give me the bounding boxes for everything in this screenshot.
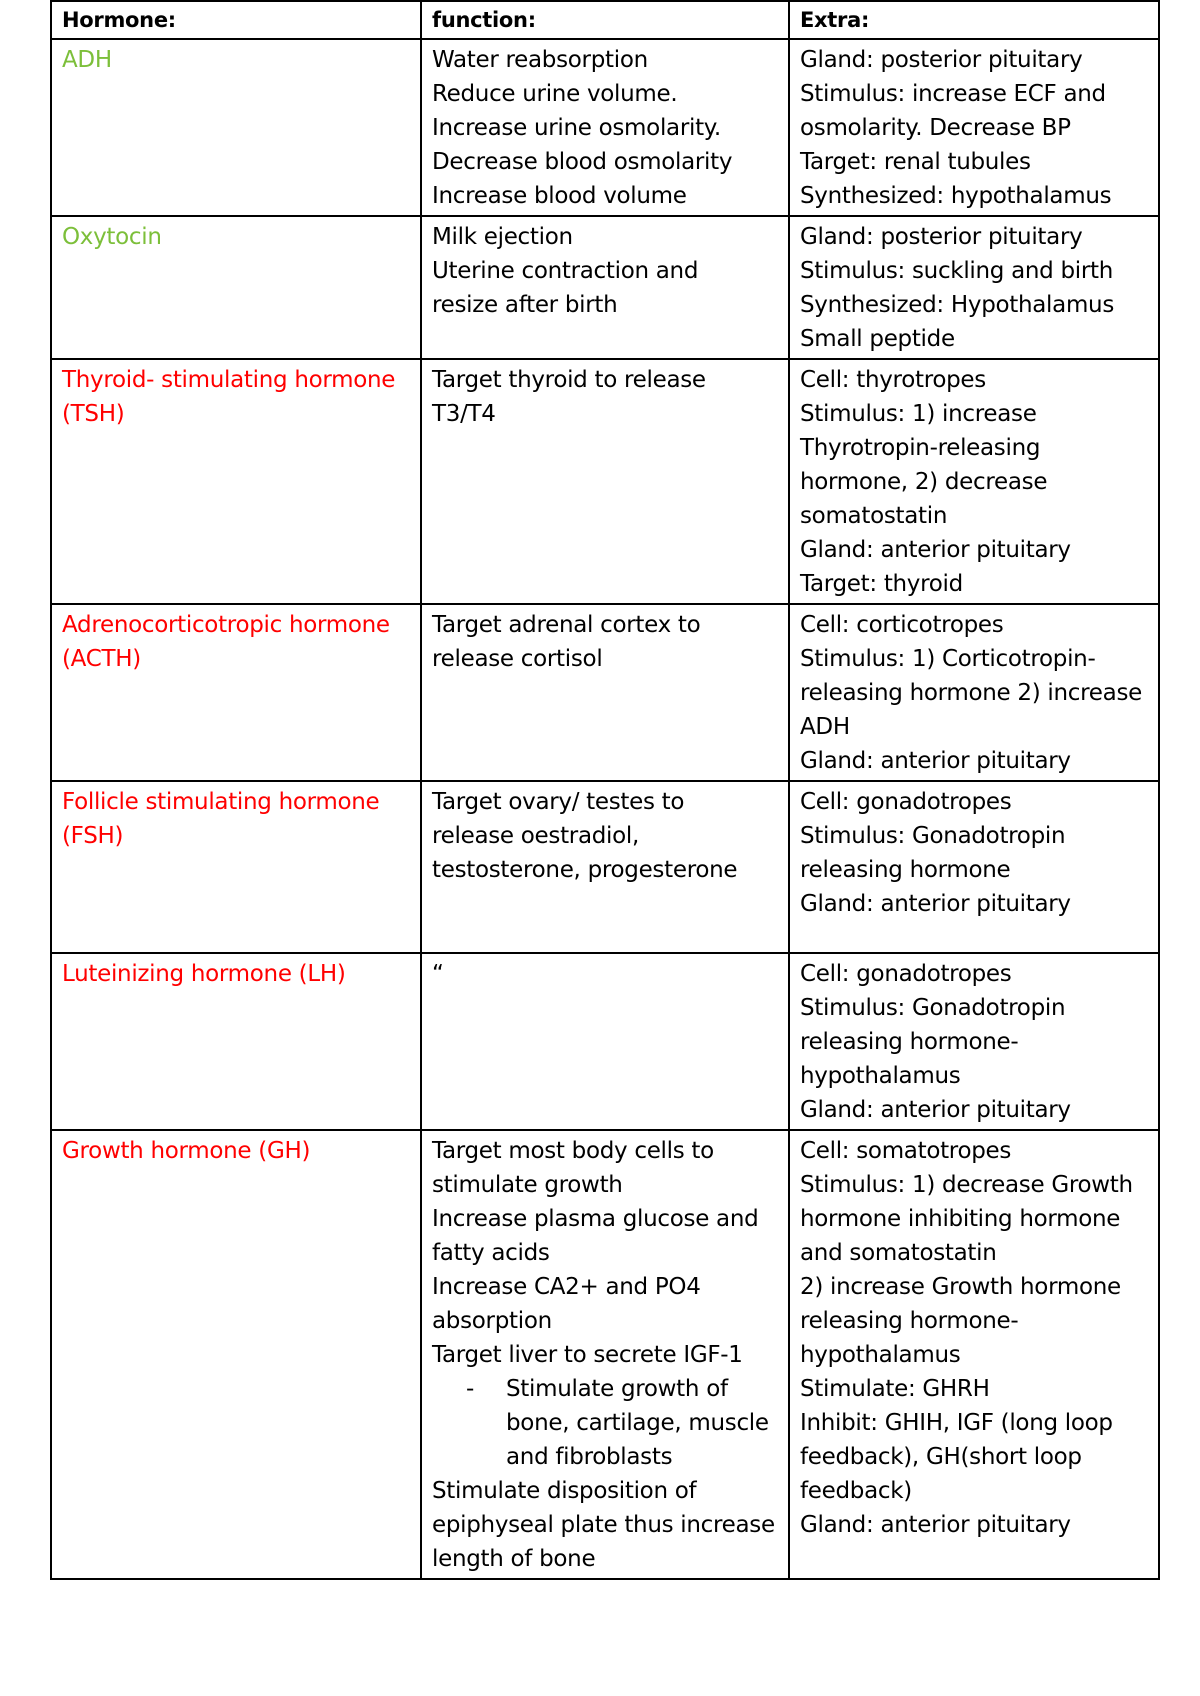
extra-line: Stimulus: suckling and birth	[800, 258, 1114, 284]
extra-cell	[789, 359, 1159, 604]
function-line: Decrease blood osmolarity	[432, 149, 733, 175]
extra-line: releasing hormone 2) increase	[800, 680, 1142, 706]
hormone-name-cell	[51, 39, 421, 216]
function-line: fatty acids	[432, 1240, 550, 1266]
function-line: Stimulate disposition of	[432, 1478, 697, 1504]
extra-line: Stimulate: GHRH	[800, 1376, 990, 1402]
extra-line: Stimulus: 1) Corticotropin-	[800, 646, 1096, 672]
table-header-row	[51, 1, 1159, 39]
function-cell	[421, 39, 789, 216]
hormone-name-cell	[51, 1130, 421, 1579]
extra-line: somatostatin	[800, 503, 948, 529]
extra-line: Synthesized: hypothalamus	[800, 183, 1112, 209]
function-line: stimulate growth	[432, 1172, 623, 1198]
extra-line: Small peptide	[800, 326, 955, 352]
extra-line: osmolarity. Decrease BP	[800, 115, 1071, 141]
function-line: Target thyroid to release	[432, 367, 706, 393]
function-line: Increase blood volume	[432, 183, 687, 209]
extra-line: Gland: posterior pituitary	[800, 224, 1083, 250]
function-line: testosterone, progesterone	[432, 857, 738, 883]
document-page	[50, 0, 1158, 1580]
extra-line: 2) increase Growth hormone	[800, 1274, 1121, 1300]
extra-cell	[789, 781, 1159, 953]
extra-line: Target: renal tubules	[800, 149, 1031, 175]
extra-line: hypothalamus	[800, 1063, 961, 1089]
extra-line: releasing hormone	[800, 857, 1011, 883]
bullet-item	[432, 1372, 778, 1406]
function-line: Milk ejection	[432, 224, 573, 250]
header-function: function:	[421, 1, 789, 39]
hormone-name-cell	[51, 781, 421, 953]
extra-line: hormone, 2) decrease	[800, 469, 1048, 495]
hormone-name-cell	[51, 359, 421, 604]
extra-line: releasing hormone-	[800, 1308, 1019, 1334]
function-line: resize after birth	[432, 292, 618, 318]
extra-line: Gland: anterior pituitary	[800, 891, 1071, 917]
function-line: Water reabsorption	[432, 47, 648, 73]
ditto-mark: “	[432, 961, 444, 987]
extra-line: Cell: corticotropes	[800, 612, 1004, 638]
function-line: Uterine contraction and	[432, 258, 699, 284]
hormone-abbreviation: (FSH)	[62, 823, 124, 849]
hormone-name-cell	[51, 216, 421, 359]
function-cell	[421, 604, 789, 781]
function-line: T3/T4	[432, 401, 496, 427]
table-row	[51, 781, 1159, 953]
extra-cell	[789, 39, 1159, 216]
extra-line: Inhibit: GHIH, IGF (long loop	[800, 1410, 1113, 1436]
extra-line: feedback)	[800, 1478, 912, 1504]
extra-line: Gland: anterior pituitary	[800, 748, 1071, 774]
extra-line: hypothalamus	[800, 1342, 961, 1368]
extra-line: Target: thyroid	[800, 571, 963, 597]
hormone-name: Growth hormone (GH)	[62, 1138, 311, 1164]
extra-line: feedback), GH(short loop	[800, 1444, 1082, 1470]
table-row	[51, 216, 1159, 359]
extra-line: Gland: anterior pituitary	[800, 1097, 1071, 1123]
extra-line: releasing hormone-	[800, 1029, 1019, 1055]
function-cell	[421, 1130, 789, 1579]
extra-line: Synthesized: Hypothalamus	[800, 292, 1115, 318]
hormone-name: Thyroid- stimulating hormone	[62, 367, 396, 393]
extra-line: Stimulus: Gonadotropin	[800, 995, 1066, 1021]
table-row	[51, 604, 1159, 781]
table-row	[51, 39, 1159, 216]
extra-line: Stimulus: increase ECF and	[800, 81, 1106, 107]
hormone-name: ADH	[62, 47, 112, 73]
table-row	[51, 359, 1159, 604]
hormone-name: Follicle stimulating hormone	[62, 789, 380, 815]
extra-line: and somatostatin	[800, 1240, 997, 1266]
bullet-text: and fibroblasts	[506, 1444, 673, 1470]
function-line: length of bone	[432, 1546, 596, 1572]
extra-cell	[789, 953, 1159, 1130]
hormone-abbreviation: (TSH)	[62, 401, 125, 427]
function-cell	[421, 359, 789, 604]
function-line: Target adrenal cortex to	[432, 612, 701, 638]
function-cell	[421, 953, 789, 1130]
extra-line: Stimulus: 1) decrease Growth	[800, 1172, 1133, 1198]
function-line: Reduce urine volume.	[432, 81, 678, 107]
function-line: Target most body cells to	[432, 1138, 714, 1164]
hormone-table	[50, 0, 1160, 1580]
extra-cell	[789, 216, 1159, 359]
hormone-name: Oxytocin	[62, 224, 162, 250]
function-line: Increase plasma glucose and	[432, 1206, 759, 1232]
table-row	[51, 1130, 1159, 1579]
function-cell	[421, 216, 789, 359]
extra-line: Gland: anterior pituitary	[800, 537, 1071, 563]
function-line: absorption	[432, 1308, 552, 1334]
extra-cell	[789, 604, 1159, 781]
function-line: Target liver to secrete IGF-1	[432, 1342, 743, 1368]
function-line: release cortisol	[432, 646, 603, 672]
dash-bullet: -	[466, 1376, 474, 1402]
extra-line: Cell: somatotropes	[800, 1138, 1012, 1164]
hormone-abbreviation: (ACTH)	[62, 646, 141, 672]
function-line: Increase urine osmolarity.	[432, 115, 721, 141]
header-hormone: Hormone:	[51, 1, 421, 39]
extra-line: Stimulus: 1) increase	[800, 401, 1037, 427]
bullet-text: Stimulate growth of	[506, 1376, 728, 1402]
header-extra: Extra:	[789, 1, 1159, 39]
bullet-text: bone, cartilage, muscle	[506, 1410, 769, 1436]
extra-line: Cell: thyrotropes	[800, 367, 986, 393]
function-line: epiphyseal plate thus increase	[432, 1512, 775, 1538]
function-line: Increase CA2+ and PO4	[432, 1274, 701, 1300]
extra-line: Cell: gonadotropes	[800, 789, 1012, 815]
extra-line: hormone inhibiting hormone	[800, 1206, 1121, 1232]
hormone-name: Luteinizing hormone (LH)	[62, 961, 346, 987]
function-line: release oestradiol,	[432, 823, 640, 849]
extra-line: Gland: posterior pituitary	[800, 47, 1083, 73]
function-cell	[421, 781, 789, 953]
extra-line: ADH	[800, 714, 850, 740]
hormone-name-cell	[51, 604, 421, 781]
extra-line: Thyrotropin-releasing	[800, 435, 1041, 461]
hormone-name-cell	[51, 953, 421, 1130]
extra-line: Gland: anterior pituitary	[800, 1512, 1071, 1538]
function-line: Target ovary/ testes to	[432, 789, 685, 815]
extra-line: Stimulus: Gonadotropin	[800, 823, 1066, 849]
extra-cell	[789, 1130, 1159, 1579]
extra-line: Cell: gonadotropes	[800, 961, 1012, 987]
hormone-name: Adrenocorticotropic hormone	[62, 612, 390, 638]
table-row	[51, 953, 1159, 1130]
